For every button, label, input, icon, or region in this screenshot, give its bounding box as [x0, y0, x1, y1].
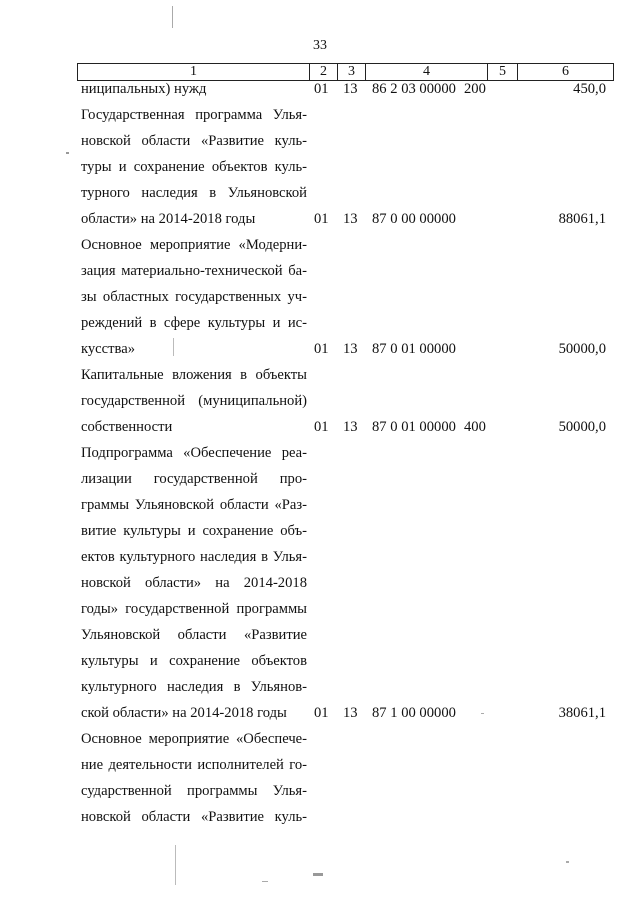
- row-text-line: Основное мероприятие «Модерни-: [81, 237, 307, 253]
- column-header-table: [77, 63, 614, 81]
- cell-subsection: 13: [343, 419, 358, 435]
- cell-subsection: 13: [343, 211, 358, 227]
- cell-target-article: 87 0 00 00000: [372, 211, 456, 227]
- row-text-line: лизации государственной про-: [81, 471, 307, 487]
- cell-target-article: 87 0 01 00000: [372, 419, 456, 435]
- column-header-2: 2: [310, 64, 338, 81]
- column-header-1: 1: [78, 64, 310, 81]
- row-text-line: Основное мероприятие «Обеспече-: [81, 731, 307, 747]
- scan-artifact: [313, 873, 323, 876]
- row-text-line: собственности: [81, 419, 173, 435]
- scan-artifact: [172, 6, 173, 28]
- row-text-line: кусства»: [81, 341, 135, 357]
- row-text-line: сударственной программы Улья-: [81, 783, 307, 799]
- cell-subsection: 13: [343, 341, 358, 357]
- row-text-line: области» на 2014-2018 годы: [81, 211, 256, 227]
- row-text-line: реждений в сфере культуры и ис-: [81, 315, 307, 331]
- row-text-line: Государственная программа Улья-: [81, 107, 307, 123]
- scan-artifact: [481, 713, 484, 714]
- scan-artifact: [262, 881, 268, 882]
- cell-subsection: 13: [343, 81, 358, 97]
- row-text-line: новской области «Развитие куль-: [81, 133, 307, 149]
- column-header-3: 3: [338, 64, 366, 81]
- row-text-line: зация материально-технической ба-: [81, 263, 307, 279]
- scan-artifact: [66, 152, 69, 154]
- row-text-line: новской области» на 2014-2018: [81, 575, 307, 591]
- row-text-line: ние деятельности исполнителей го-: [81, 757, 307, 773]
- row-text-line: Капитальные вложения в объекты: [81, 367, 307, 383]
- cell-expense-type: 200: [464, 81, 486, 97]
- page-number: 33: [313, 38, 327, 53]
- scan-artifact: [566, 861, 569, 863]
- row-text-line: зы областных государственных уч-: [81, 289, 307, 305]
- column-header-6: 6: [518, 64, 614, 81]
- row-text-line: турного наследия в Ульяновской: [81, 185, 307, 201]
- row-text-line: Ульяновской области «Развитие: [81, 627, 307, 643]
- row-text-line: новской области «Развитие куль-: [81, 809, 307, 825]
- scan-artifact: [175, 845, 176, 885]
- row-text-line: ской области» на 2014-2018 годы: [81, 705, 287, 721]
- row-text-line: ниципальных) нужд: [81, 81, 207, 97]
- row-text-line: государственной (муниципальной): [81, 393, 307, 409]
- row-text-line: культурного наследия в Ульянов-: [81, 679, 307, 695]
- scan-artifact: [173, 338, 174, 356]
- cell-expense-type: 400: [464, 419, 486, 435]
- cell-section: 01: [314, 705, 329, 721]
- cell-amount: 50000,0: [558, 419, 606, 435]
- column-header-4: 4: [366, 64, 488, 81]
- row-text-line: витие культуры и сохранение объ-: [81, 523, 307, 539]
- cell-subsection: 13: [343, 705, 358, 721]
- cell-section: 01: [314, 211, 329, 227]
- cell-amount: 38061,1: [558, 705, 606, 721]
- cell-target-article: 86 2 03 00000: [372, 81, 456, 97]
- row-text-line: культуры и сохранение объектов: [81, 653, 307, 669]
- cell-amount: 88061,1: [558, 211, 606, 227]
- row-text-line: годы» государственной программы: [81, 601, 307, 617]
- cell-amount: 50000,0: [558, 341, 606, 357]
- row-text-line: граммы Ульяновской области «Раз-: [81, 497, 307, 513]
- cell-section: 01: [314, 341, 329, 357]
- row-text-line: туры и сохранение объектов куль-: [81, 159, 307, 175]
- row-text-line: Подпрограмма «Обеспечение реа-: [81, 445, 307, 461]
- cell-target-article: 87 0 01 00000: [372, 341, 456, 357]
- cell-section: 01: [314, 419, 329, 435]
- column-header-5: 5: [488, 64, 518, 81]
- cell-target-article: 87 1 00 00000: [372, 705, 456, 721]
- row-text-line: ектов культурного наследия в Улья-: [81, 549, 307, 565]
- cell-section: 01: [314, 81, 329, 97]
- cell-amount: 450,0: [573, 81, 606, 97]
